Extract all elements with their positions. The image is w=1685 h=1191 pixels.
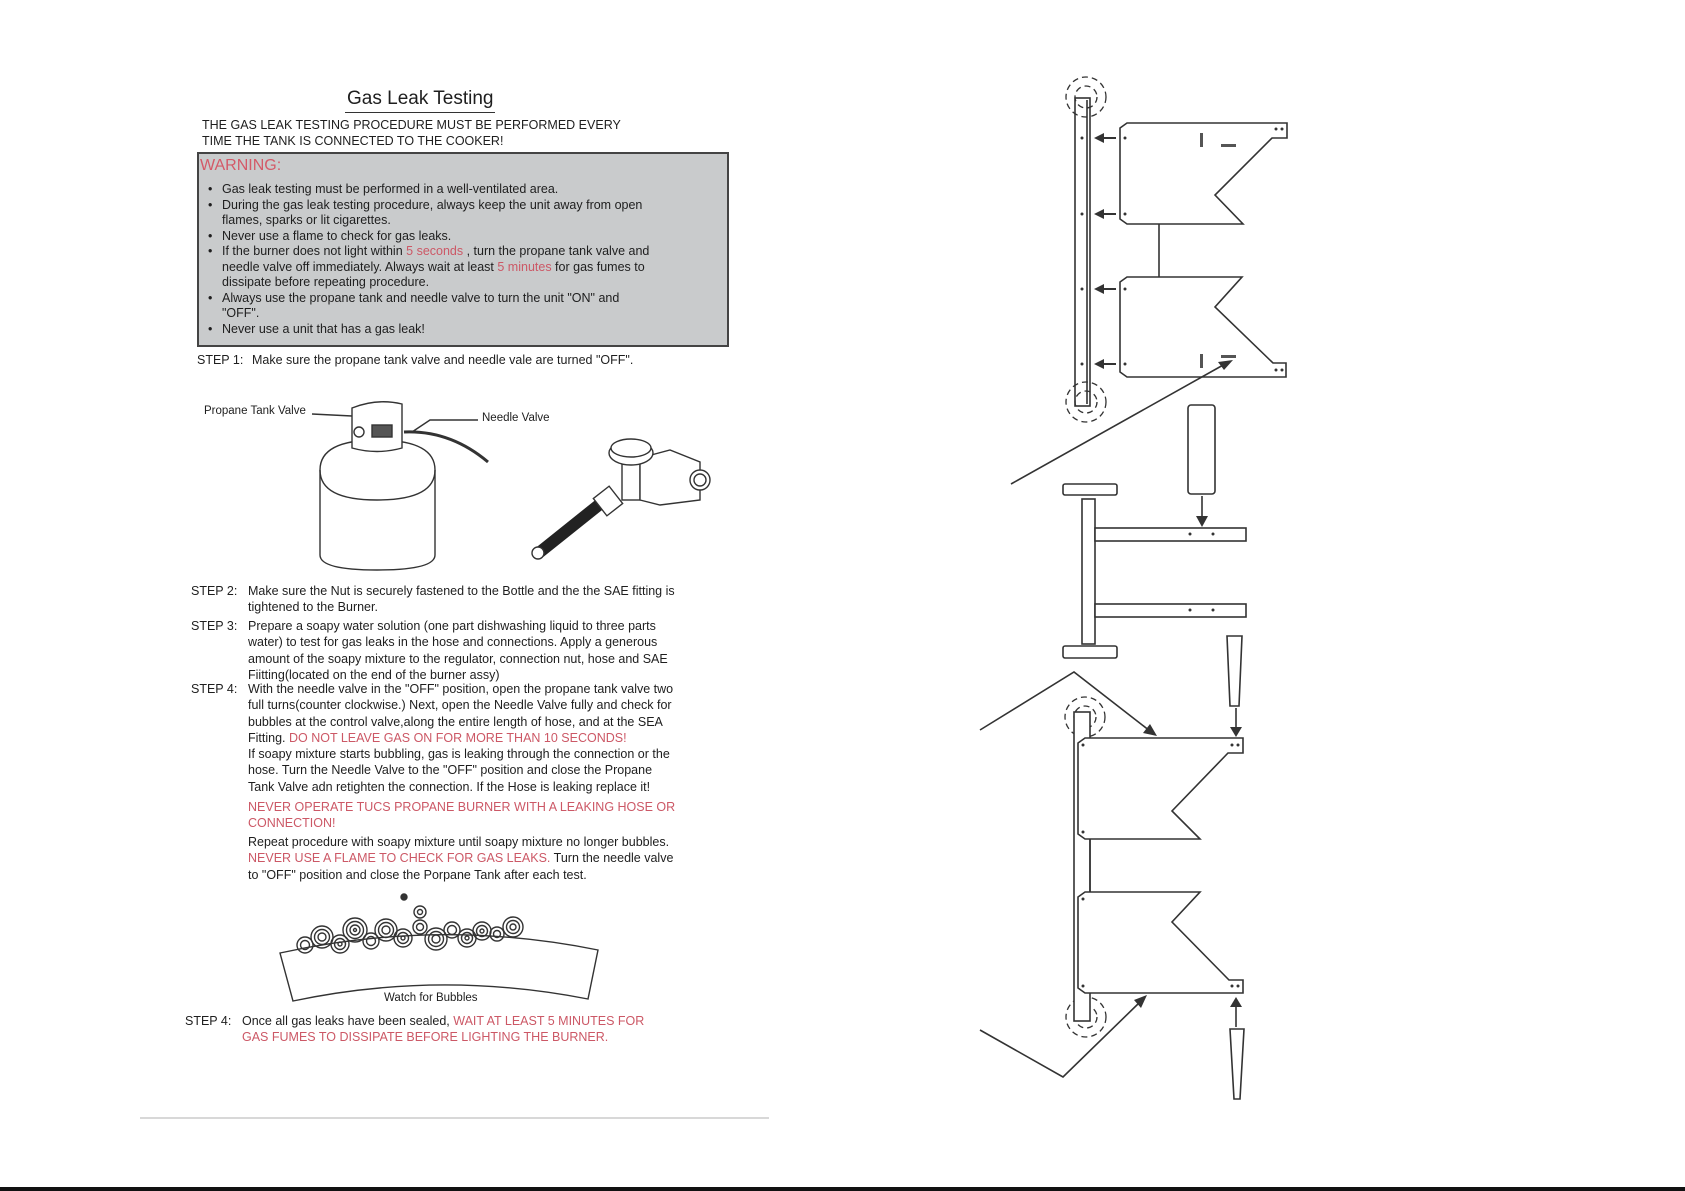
text-segment: water) to test for gas leaks in the hose and connections. Apply a generous — [248, 635, 658, 650]
step-body — [248, 583, 675, 616]
text-line — [222, 275, 649, 291]
arrow-left-icon — [1094, 133, 1104, 143]
step-label: STEP 4: — [191, 682, 238, 696]
bolt-hole — [1081, 213, 1084, 216]
bubble — [379, 923, 394, 938]
bolt-hole — [1082, 898, 1085, 901]
arrow-shaft — [1102, 363, 1116, 365]
bolt-hole — [1237, 985, 1240, 988]
text-segment: Always use the propane tank and needle valve to turn the unit "ON" and — [222, 290, 620, 305]
bubble — [382, 926, 390, 934]
step-body — [248, 834, 673, 883]
bubble — [417, 924, 424, 931]
intro-warning — [202, 117, 621, 149]
bolt-hole — [1237, 744, 1240, 747]
warning-bullet — [208, 291, 649, 322]
warning-text: NEVER USE A FLAME TO CHECK FOR GAS LEAKS. — [248, 851, 551, 866]
bolt-hole — [1212, 533, 1215, 536]
text-segment: Make sure the propane tank valve and needle vale are turned "OFF". — [252, 353, 634, 367]
text-line — [248, 651, 668, 667]
bolt-hole — [1281, 128, 1284, 131]
bubble — [350, 925, 360, 935]
text-line — [222, 291, 649, 307]
bubbles-illustration — [280, 894, 598, 1001]
text-line — [248, 730, 673, 746]
arrow-shaft — [1102, 137, 1116, 139]
warning-text: CONNECTION! — [248, 816, 336, 831]
text-line — [222, 229, 649, 245]
arrow-shaft — [1102, 213, 1116, 215]
step-3 — [191, 618, 668, 683]
bullet-icon: • — [208, 321, 213, 336]
text-line — [248, 850, 673, 866]
bolt-hole — [1189, 609, 1192, 612]
text-segment: Fiitting(located on the end of the burner assy) — [248, 667, 500, 682]
bubble — [507, 921, 520, 934]
text-segment: With the needle valve in the "OFF" position, open the propane tank valve two — [248, 682, 674, 696]
frame-rail-2 — [1095, 604, 1246, 617]
bubble — [414, 906, 426, 918]
bolt-hole — [1212, 609, 1215, 612]
step-label: STEP 1: — [197, 353, 244, 367]
text-segment: If the burner does not light within — [222, 244, 407, 258]
text-line — [248, 681, 673, 697]
bolt-hole — [1081, 288, 1084, 291]
frame-top-pad — [1063, 484, 1117, 495]
text-segment: Never use a unit that has a gas leak! — [222, 321, 425, 336]
warning-bullet — [208, 322, 649, 338]
text-line — [222, 260, 649, 276]
leg-top — [1227, 636, 1242, 706]
arrow-left-icon — [1094, 284, 1104, 294]
bolt-hole — [1231, 744, 1234, 747]
warning-text: GAS FUMES TO DISSIPATE BEFORE LIGHTING THE BURNER. — [242, 1030, 609, 1045]
text-segment: Never use a flame to check for gas leaks. — [222, 228, 452, 243]
text-segment: dissipate before repeating procedure. — [222, 275, 430, 289]
assembly-diagram — [980, 77, 1287, 1099]
bolt-hole — [1124, 363, 1127, 366]
bolt-hole — [1082, 985, 1085, 988]
text-line — [242, 1029, 644, 1045]
warning-bullet — [208, 244, 649, 291]
warning-text: 5 minutes — [497, 259, 552, 274]
lower-plate-1 — [1078, 738, 1243, 839]
text-segment: Make sure the Nut is securely fastened to the Bottle and the the SAE fitting is — [248, 584, 675, 598]
intro-line: THE GAS LEAK TESTING PROCEDURE MUST BE PERFORMED EVERY — [202, 118, 621, 132]
text-line — [248, 762, 673, 778]
step-body — [242, 1013, 644, 1046]
warning-bullets — [208, 182, 649, 337]
warning-text: DO NOT LEAVE GAS ON FOR MORE THAN 10 SECONDS! — [289, 730, 627, 745]
text-segment: If soapy mixture starts bubbling, gas is leaking through the connection or the — [248, 747, 670, 762]
lower-plate-2 — [1078, 892, 1243, 993]
bubble — [401, 894, 407, 900]
bubble — [480, 929, 484, 933]
arrows-left — [1094, 133, 1116, 369]
text-segment: full turns(counter clockwise.) Next, open the Needle Valve fully and check for — [248, 698, 672, 713]
warning-text: NEVER OPERATE TUCS PROPANE BURNER WITH A LEAKING HOSE OR — [248, 800, 676, 814]
text-line — [222, 213, 649, 229]
text-line — [248, 799, 675, 815]
bolt-hole — [1189, 533, 1192, 536]
upper-plate-1 — [1120, 123, 1287, 224]
bolt-hole — [1082, 831, 1085, 834]
text-segment: "OFF". — [222, 306, 260, 320]
bolt-hole — [1081, 137, 1084, 140]
text-line — [248, 583, 675, 599]
text-segment: Tank Valve adn retighten the connection. If the Hose is leaking replace it! — [248, 779, 651, 794]
text-segment: Prepare a soapy water solution (one part dishwashing liquid to three parts — [248, 619, 656, 633]
text-line — [248, 599, 675, 615]
slots — [1159, 133, 1236, 974]
step-body — [248, 799, 675, 832]
bubble — [315, 930, 330, 945]
text-line — [248, 697, 673, 713]
upper-side-rail — [1075, 98, 1090, 406]
text-line — [222, 322, 649, 338]
propane-tank-valve-label: Propane Tank Valve — [204, 405, 306, 417]
text-segment: amount of the soapy mixture to the regulator, connection nut, hose and SAE — [248, 651, 668, 666]
text-line — [248, 714, 673, 730]
text-segment: flames, sparks or lit cigarettes. — [222, 213, 391, 227]
spacer-plate — [1188, 405, 1215, 494]
text-segment: Once all gas leaks have been sealed, — [242, 1014, 454, 1028]
text-segment: needle valve off immediately. Always wait at least — [222, 259, 498, 274]
propane-tank-illustration — [312, 402, 488, 570]
bubble — [418, 910, 423, 915]
step-label: STEP 2: — [191, 584, 238, 598]
bubble — [318, 933, 326, 941]
text-line — [248, 834, 673, 850]
frame-rail-1 — [1095, 528, 1246, 541]
warning-bullet — [208, 198, 649, 229]
text-line — [222, 244, 649, 260]
page-title: Gas Leak Testing — [345, 88, 495, 113]
step-label: STEP 3: — [191, 619, 238, 633]
bolt-hole — [1275, 369, 1278, 372]
text-segment: bubbles at the control valve,along the entire length of hose, and at the SEA — [248, 714, 663, 729]
text-segment: to "OFF" position and close the Porpane Tank after each test. — [248, 867, 587, 882]
bubble — [347, 922, 364, 939]
warning-text: WAIT AT LEAST 5 MINUTES FOR — [453, 1014, 645, 1028]
text-segment: Turn the needle valve — [550, 851, 674, 866]
bubble — [510, 924, 516, 930]
arrow-left-icon — [1094, 359, 1104, 369]
bolt-hole — [1231, 985, 1234, 988]
text-line — [222, 182, 649, 198]
text-segment: tightened to the Burner. — [248, 600, 378, 615]
text-segment: hose. Turn the Needle Valve to the "OFF" position and close the Propane — [248, 763, 653, 778]
bullet-icon: • — [208, 182, 213, 196]
bubbles-caption: Watch for Bubbles — [384, 992, 478, 1004]
bolt-hole — [1124, 137, 1127, 140]
step-body — [252, 352, 633, 368]
text-segment: Fitting. — [248, 730, 289, 745]
warning-bullet — [208, 182, 649, 198]
leg-bottom — [1230, 1029, 1244, 1099]
step-label: STEP 4: — [185, 1014, 232, 1028]
bolt-hole — [1124, 288, 1127, 291]
text-line — [242, 1013, 644, 1029]
bubble — [413, 920, 427, 934]
frame-post — [1082, 499, 1095, 644]
bullet-icon: • — [208, 244, 213, 258]
never-operate-warning — [191, 799, 675, 832]
frame-bottom-pad — [1063, 646, 1117, 658]
bullet-icon: • — [208, 197, 213, 212]
text-line — [222, 198, 649, 214]
needle-valve-label: Needle Valve — [482, 412, 550, 424]
step-2 — [191, 583, 675, 616]
bolt-hole — [1081, 363, 1084, 366]
step-body — [248, 681, 673, 795]
text-line — [248, 779, 673, 795]
text-segment: for gas fumes to — [551, 259, 645, 274]
needle-valve-illustration — [532, 439, 710, 559]
warning-label: WARNING: — [200, 157, 282, 174]
text-line — [248, 867, 673, 883]
text-line — [222, 306, 649, 322]
text-segment: During the gas leak testing procedure, always keep the unit away from open — [222, 197, 643, 212]
bullet-icon: • — [208, 290, 213, 305]
step-1 — [197, 352, 633, 368]
text-line — [248, 618, 668, 634]
text-segment: Repeat procedure with soapy mixture until soapy mixture no longer bubbles. — [248, 835, 670, 849]
warning-text: 5 seconds — [406, 244, 464, 258]
bullet-icon: • — [208, 228, 213, 243]
repeat-procedure — [191, 834, 673, 883]
bolt-hole — [1281, 369, 1284, 372]
text-line — [248, 815, 675, 831]
text-segment: , turn the propane tank valve and — [463, 244, 650, 258]
text-line — [248, 634, 668, 650]
step-body — [248, 618, 668, 683]
bubble — [448, 926, 457, 935]
intro-line: TIME THE TANK IS CONNECTED TO THE COOKER! — [202, 134, 504, 148]
step-4 — [191, 681, 673, 795]
step-4-final — [185, 1013, 644, 1046]
bolt-hole — [1275, 128, 1278, 131]
text-segment: Gas leak testing must be performed in a well-ventilated area. — [222, 182, 559, 196]
text-line — [252, 352, 633, 368]
scan-border — [0, 1187, 1685, 1191]
bolt-hole — [1124, 213, 1127, 216]
warning-bullet — [208, 229, 649, 245]
arrow-left-icon — [1094, 209, 1104, 219]
bubble — [354, 929, 357, 932]
bolt-hole — [1082, 744, 1085, 747]
text-line — [248, 746, 673, 762]
arrow-shaft — [1102, 288, 1116, 290]
